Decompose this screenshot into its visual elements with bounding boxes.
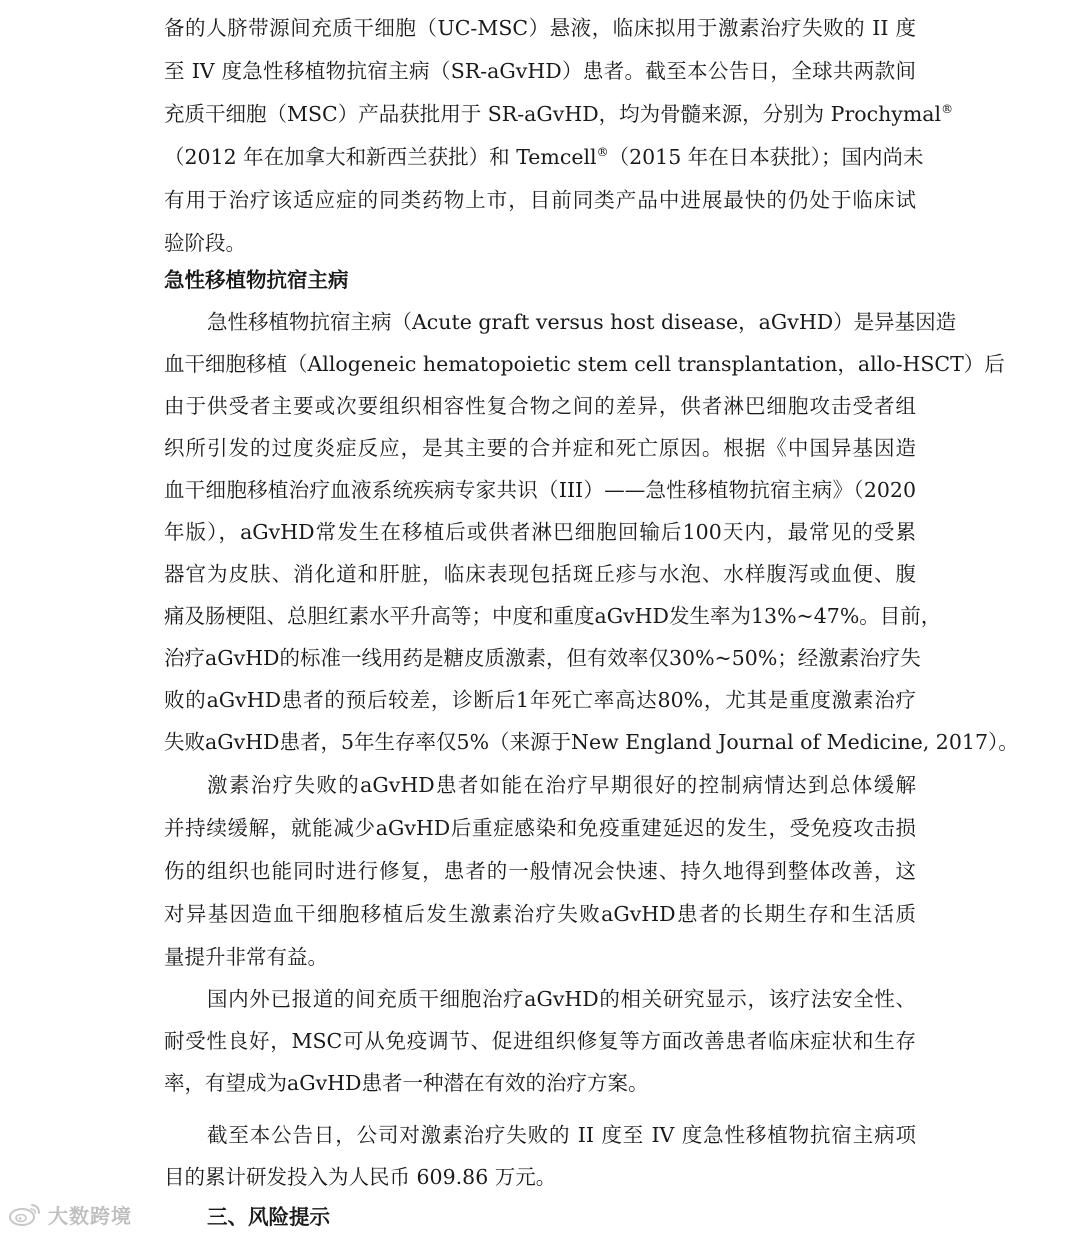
para1-line-6: 年版），aGvHD常发生在移植后或供者淋巴细胞回输后100天内，最常见的受累 [164,520,916,544]
para1-line-10: 败的aGvHD患者的预后较差，诊断后1年死亡率高达80%，尤其是重度激素治疗 [164,688,916,712]
para2-line-5: 量提升非常有益。 [164,945,328,969]
para1-line-1: 急性移植物抗宿主病（Acute graft versus host disease，aGvHD）是异基因造 [207,310,957,334]
para3-line-2: 耐受性良好，MSC可从免疫调节、促进组织修复等方面改善患者临床症状和生存 [164,1029,916,1053]
intro-line-4-text-a: （2012 年在加拿大和新西兰获批）和 Temcell [164,145,597,169]
para2-line-1: 激素治疗失败的aGvHD患者如能在治疗早期很好的控制病情达到总体缓解 [207,773,916,797]
registered-mark: ® [941,102,954,117]
intro-line-3-text: 充质干细胞（MSC）产品获批用于 SR-aGvHD，均为骨髓来源，分别为 Prochymal [164,102,942,126]
para3-line-3: 率，有望成为aGvHD患者一种潜在有效的治疗方案。 [164,1071,649,1095]
intro-line-3 [164,100,954,128]
section3-heading: 三、风险提示 [207,1205,330,1229]
para3-line-1: 国内外已报道的间充质干细胞治疗aGvHD的相关研究显示，该疗法安全性、 [207,987,916,1011]
para4-line-2: 目的累计研发投入为人民币 609.86 万元。 [164,1165,557,1189]
intro-line-2: 至 IV 度急性移植物抗宿主病（SR-aGvHD）患者。截至本公告日，全球共两款间 [164,59,916,83]
para1-line-3: 由于供受者主要或次要组织相容性复合物之间的差异，供者淋巴细胞攻击受者组 [164,394,916,418]
para2-line-3: 伤的组织也能同时进行修复，患者的一般情况会快速、持久地得到整体改善，这 [164,859,916,883]
registered-mark: ® [596,145,609,160]
intro-line-4 [164,143,924,171]
para4-line-1: 截至本公告日，公司对激素治疗失败的 II 度至 IV 度急性移植物抗宿主病项 [207,1123,916,1147]
intro-line-4-text-b: （2015 年在日本获批）；国内尚未 [608,145,924,169]
watermark [8,1199,132,1229]
intro-line-1: 备的人脐带源间充质干细胞（UC-MSC）悬液，临床拟用于激素治疗失败的 II 度 [164,16,916,40]
para1-line-8: 痛及肠梗阻、总胆红素水平升高等；中度和重度aGvHD发生率为13%~47%。目前， [164,604,942,628]
para1-line-7: 器官为皮肤、消化道和肝脏，临床表现包括斑丘疹与水泡、水样腹泻或血便、腹 [164,562,916,586]
para2-line-4: 对异基因造血干细胞移植后发生激素治疗失败aGvHD患者的长期生存和生活质 [164,902,916,926]
section-heading: 急性移植物抗宿主病 [164,268,349,292]
para2-line-2: 并持续缓解，就能减少aGvHD后重症感染和免疫重建延迟的发生，受免疫攻击损 [164,816,916,840]
para1-line-2: 血干细胞移植（Allogeneic hematopoietic stem cell transplantation，allo-HSCT）后 [164,352,1005,376]
intro-line-5: 有用于治疗该适应症的同类药物上市，目前同类产品中进展最快的仍处于临床试 [164,188,916,212]
watermark-text: 大数跨境 [48,1203,132,1228]
weibo-logo-icon [8,1201,42,1227]
para1-line-11: 失败aGvHD患者，5年生存率仅5%（来源于New England Journal of Medicine, 2017）。 [164,730,1019,754]
intro-line-6: 验阶段。 [164,231,246,255]
para1-line-4: 织所引发的过度炎症反应，是其主要的合并症和死亡原因。根据《中国异基因造 [164,436,916,460]
para1-line-9: 治疗aGvHD的标准一线用药是糖皮质激素，但有效率仅30%~50%；经激素治疗失 [164,646,921,670]
para1-line-5: 血干细胞移植治疗血液系统疾病专家共识（III）——急性移植物抗宿主病》（2020 [164,478,916,502]
